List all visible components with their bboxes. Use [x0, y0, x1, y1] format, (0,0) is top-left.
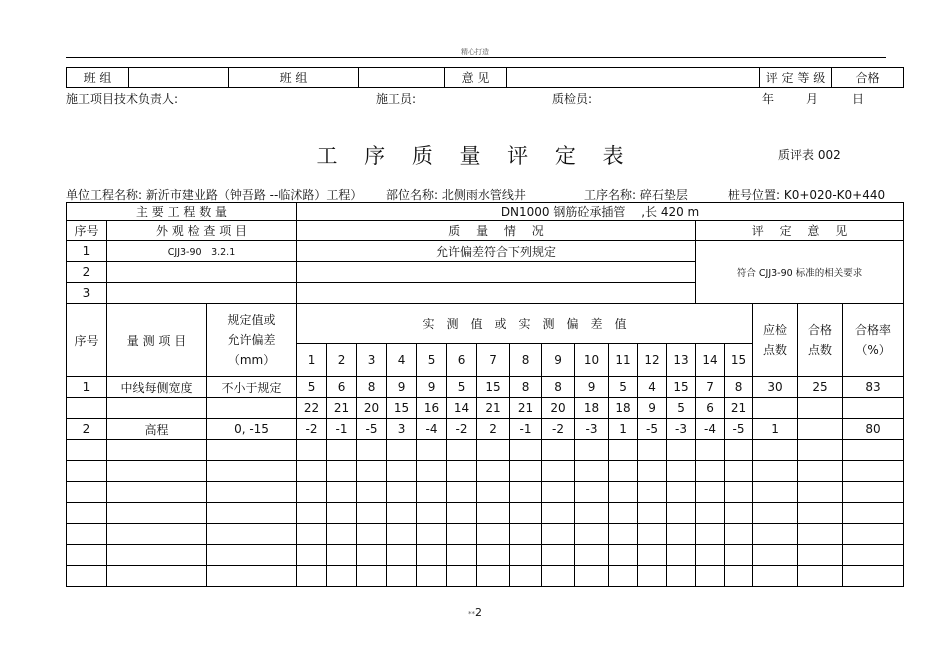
team-label-2: 班 组	[229, 68, 359, 88]
empty-cell	[447, 461, 477, 482]
empty-cell	[67, 566, 107, 587]
pass-points-header-line-2: 点数	[808, 343, 833, 357]
measured-value: 6	[696, 398, 725, 419]
empty-cell	[638, 524, 667, 545]
point-number-header: 3	[357, 344, 387, 377]
empty-row	[67, 524, 904, 545]
empty-cell	[477, 545, 510, 566]
header-note: 精心打造	[461, 48, 489, 56]
quality-header: 质 量 情 况	[297, 221, 696, 241]
empty-row	[67, 461, 904, 482]
measured-value: 7	[696, 377, 725, 398]
measured-value: 15	[667, 377, 696, 398]
empty-row	[67, 545, 904, 566]
measured-value: 5	[667, 398, 696, 419]
empty-cell	[297, 461, 327, 482]
empty-cell	[667, 440, 696, 461]
pass-rate-header-line-1: 合格率	[855, 323, 892, 337]
grade-value: 合格	[832, 68, 904, 88]
empty-cell	[477, 566, 510, 587]
empty-cell	[638, 440, 667, 461]
empty-cell	[327, 482, 357, 503]
empty-cell	[327, 566, 357, 587]
empty-cell	[387, 545, 417, 566]
spec-header	[207, 304, 297, 377]
empty-cell	[696, 545, 725, 566]
point-number-header: 12	[638, 344, 667, 377]
appearance-quality: 允许偏差符合下列规定	[297, 241, 696, 262]
point-number-header: 14	[696, 344, 725, 377]
empty-cell	[542, 440, 575, 461]
empty-cell	[725, 461, 753, 482]
empty-cell	[297, 524, 327, 545]
empty-cell	[207, 545, 297, 566]
empty-cell	[510, 545, 542, 566]
empty-cell	[67, 503, 107, 524]
empty-cell	[542, 566, 575, 587]
evaluation-header: 评 定 意 见	[696, 221, 904, 241]
empty-row	[67, 503, 904, 524]
measured-value: 14	[447, 398, 477, 419]
empty-cell	[67, 461, 107, 482]
appearance-seq: 2	[67, 262, 107, 283]
empty-cell	[575, 545, 609, 566]
empty-cell	[447, 482, 477, 503]
footer-prefix: **	[468, 610, 475, 618]
empty-cell	[477, 524, 510, 545]
measured-value: 21	[510, 398, 542, 419]
pass-points-header	[798, 304, 843, 377]
empty-cell	[753, 545, 798, 566]
empty-cell	[725, 545, 753, 566]
check-points: 30	[753, 377, 798, 398]
empty-cell	[510, 482, 542, 503]
measure-spec	[207, 398, 297, 419]
team-label-1: 班 组	[67, 68, 129, 88]
page-footer	[0, 606, 950, 619]
quality-evaluation-table	[66, 202, 904, 587]
empty-cell	[357, 524, 387, 545]
empty-cell	[107, 545, 207, 566]
empty-cell	[575, 503, 609, 524]
empty-cell	[638, 503, 667, 524]
point-number-header: 2	[327, 344, 357, 377]
measured-value: -5	[725, 419, 753, 440]
empty-cell	[542, 545, 575, 566]
measure-seq-header: 序号	[67, 304, 107, 377]
empty-cell	[798, 524, 843, 545]
empty-cell	[357, 461, 387, 482]
measured-value: -3	[575, 419, 609, 440]
empty-cell	[67, 524, 107, 545]
empty-cell	[696, 524, 725, 545]
empty-cell	[696, 461, 725, 482]
spec-header-line-2: 允许偏差	[227, 333, 276, 347]
empty-cell	[357, 440, 387, 461]
empty-cell	[609, 545, 638, 566]
empty-cell	[696, 566, 725, 587]
empty-cell	[725, 566, 753, 587]
empty-cell	[357, 545, 387, 566]
measured-value: 15	[477, 377, 510, 398]
measured-value: -4	[696, 419, 725, 440]
empty-cell	[843, 503, 904, 524]
measured-value: 20	[542, 398, 575, 419]
empty-cell	[510, 440, 542, 461]
empty-cell	[725, 524, 753, 545]
empty-cell	[107, 566, 207, 587]
measured-value: 21	[327, 398, 357, 419]
measured-value: 5	[447, 377, 477, 398]
approval-table	[66, 67, 904, 88]
empty-cell	[753, 440, 798, 461]
measure-seq	[67, 398, 107, 419]
empty-cell	[638, 566, 667, 587]
measured-values-header: 实 测 值 或 实 测 偏 差 值	[297, 304, 753, 344]
point-number-header: 13	[667, 344, 696, 377]
empty-cell	[696, 503, 725, 524]
appearance-seq: 1	[67, 241, 107, 262]
measure-row	[67, 398, 904, 419]
measured-value: 20	[357, 398, 387, 419]
measured-value: -4	[417, 419, 447, 440]
opinion-label: 意 见	[445, 68, 507, 88]
empty-cell	[798, 482, 843, 503]
measured-value: 8	[542, 377, 575, 398]
measured-value: 18	[575, 398, 609, 419]
check-points-header-line-2: 点数	[763, 343, 788, 357]
measure-item	[107, 398, 207, 419]
measured-value: 3	[387, 419, 417, 440]
empty-cell	[207, 524, 297, 545]
empty-cell	[387, 440, 417, 461]
team-value-2	[359, 68, 445, 88]
empty-cell	[207, 566, 297, 587]
empty-cell	[667, 503, 696, 524]
main-quantity-value: DN1000 钢筋砼承插管 ,长 420 m	[297, 203, 904, 221]
measured-value: -2	[447, 419, 477, 440]
empty-cell	[667, 524, 696, 545]
point-number-header: 4	[387, 344, 417, 377]
empty-cell	[447, 503, 477, 524]
empty-cell	[327, 440, 357, 461]
empty-cell	[107, 461, 207, 482]
inspector-signature: 质检员:	[552, 92, 593, 106]
empty-cell	[575, 524, 609, 545]
empty-cell	[609, 503, 638, 524]
form-number: 质评表 002	[778, 148, 841, 162]
empty-cell	[327, 545, 357, 566]
point-number-header: 7	[477, 344, 510, 377]
appearance-header: 外 观 检 查 项 目	[107, 221, 297, 241]
pass-rate-header	[843, 304, 904, 377]
empty-cell	[609, 461, 638, 482]
measured-value: -2	[542, 419, 575, 440]
empty-cell	[67, 545, 107, 566]
date-day: 日	[852, 92, 865, 106]
empty-row	[67, 566, 904, 587]
check-points	[753, 398, 798, 419]
measured-value: 9	[417, 377, 447, 398]
measured-value: -3	[667, 419, 696, 440]
team-value-1	[129, 68, 229, 88]
measured-value: -2	[297, 419, 327, 440]
measured-value: 22	[297, 398, 327, 419]
empty-row	[67, 440, 904, 461]
empty-cell	[667, 482, 696, 503]
measured-value: 2	[477, 419, 510, 440]
empty-cell	[447, 440, 477, 461]
empty-cell	[696, 482, 725, 503]
appearance-item: CJJ3-90 3.2.1	[107, 241, 297, 262]
appearance-quality	[297, 262, 696, 283]
pass-points-header-line-1: 合格	[808, 323, 833, 337]
measured-value: 9	[638, 398, 667, 419]
empty-cell	[387, 503, 417, 524]
measured-value: 18	[609, 398, 638, 419]
measured-value: 16	[417, 398, 447, 419]
point-number-header: 11	[609, 344, 638, 377]
date-month: 月	[806, 92, 819, 106]
empty-cell	[843, 440, 904, 461]
empty-cell	[297, 566, 327, 587]
measure-row	[67, 419, 904, 440]
empty-cell	[542, 503, 575, 524]
check-points: 1	[753, 419, 798, 440]
empty-cell	[638, 482, 667, 503]
empty-cell	[387, 524, 417, 545]
measure-item-header: 量 测 项 目	[107, 304, 207, 377]
measured-value: 5	[297, 377, 327, 398]
spec-header-line-1: 规定值或	[227, 313, 276, 327]
empty-cell	[447, 545, 477, 566]
pass-points	[798, 419, 843, 440]
empty-cell	[417, 440, 447, 461]
measured-value: 8	[725, 377, 753, 398]
empty-row	[67, 482, 904, 503]
measure-spec: 不小于规定	[207, 377, 297, 398]
empty-cell	[477, 461, 510, 482]
appearance-seq: 3	[67, 283, 107, 304]
measured-value: 4	[638, 377, 667, 398]
empty-cell	[417, 503, 447, 524]
empty-cell	[67, 440, 107, 461]
empty-cell	[798, 461, 843, 482]
measured-value: -5	[357, 419, 387, 440]
measured-value: 9	[387, 377, 417, 398]
measure-item: 高程	[107, 419, 207, 440]
page-number: 2	[475, 606, 482, 619]
pass-points: 25	[798, 377, 843, 398]
empty-cell	[387, 566, 417, 587]
measured-value: 8	[357, 377, 387, 398]
point-number-header: 9	[542, 344, 575, 377]
empty-cell	[447, 566, 477, 587]
empty-cell	[798, 440, 843, 461]
point-number-header: 10	[575, 344, 609, 377]
measured-value: 6	[327, 377, 357, 398]
empty-cell	[843, 566, 904, 587]
empty-cell	[843, 545, 904, 566]
empty-cell	[843, 461, 904, 482]
process-name: 工序名称: 碎石垫层	[584, 188, 688, 202]
measured-value: 15	[387, 398, 417, 419]
point-number-header: 8	[510, 344, 542, 377]
empty-cell	[798, 545, 843, 566]
measured-value: -1	[510, 419, 542, 440]
empty-cell	[417, 545, 447, 566]
empty-cell	[753, 482, 798, 503]
empty-cell	[207, 440, 297, 461]
constructor-signature: 施工员:	[376, 92, 417, 106]
check-points-header	[753, 304, 798, 377]
empty-cell	[387, 461, 417, 482]
measured-value: 21	[725, 398, 753, 419]
measured-value: -5	[638, 419, 667, 440]
empty-cell	[207, 461, 297, 482]
empty-cell	[542, 482, 575, 503]
empty-cell	[447, 524, 477, 545]
empty-cell	[667, 545, 696, 566]
tech-lead-signature: 施工项目技术负责人:	[66, 92, 179, 106]
empty-cell	[725, 440, 753, 461]
point-number-header: 6	[447, 344, 477, 377]
empty-cell	[667, 566, 696, 587]
empty-cell	[417, 482, 447, 503]
empty-cell	[609, 566, 638, 587]
point-number-header: 15	[725, 344, 753, 377]
header-rule	[66, 57, 886, 58]
measure-item: 中线每侧宽度	[107, 377, 207, 398]
empty-cell	[107, 503, 207, 524]
empty-cell	[575, 566, 609, 587]
empty-cell	[477, 440, 510, 461]
empty-cell	[725, 503, 753, 524]
empty-cell	[327, 503, 357, 524]
empty-cell	[327, 461, 357, 482]
empty-cell	[542, 524, 575, 545]
empty-cell	[638, 461, 667, 482]
appearance-item	[107, 262, 297, 283]
appearance-item	[107, 283, 297, 304]
empty-cell	[297, 503, 327, 524]
empty-cell	[297, 440, 327, 461]
empty-cell	[207, 482, 297, 503]
pass-rate	[843, 398, 904, 419]
spec-header-line-3: （mm）	[227, 353, 276, 367]
point-number-header: 5	[417, 344, 447, 377]
empty-cell	[696, 440, 725, 461]
empty-cell	[297, 545, 327, 566]
empty-cell	[667, 461, 696, 482]
measured-value: 21	[477, 398, 510, 419]
opinion-value	[507, 68, 760, 88]
pass-rate-header-line-2: （%）	[855, 343, 891, 357]
main-quantity-label: 主 要 工 程 数 量	[67, 203, 297, 221]
measured-value: 8	[510, 377, 542, 398]
empty-cell	[327, 524, 357, 545]
evaluation-text: 符合 CJJ3-90 标准的相关要求	[696, 241, 904, 304]
empty-cell	[609, 482, 638, 503]
empty-cell	[357, 566, 387, 587]
empty-cell	[798, 566, 843, 587]
empty-cell	[753, 503, 798, 524]
station-position: 桩号位置: K0+020-K0+440	[728, 188, 886, 202]
empty-cell	[753, 566, 798, 587]
empty-cell	[207, 503, 297, 524]
measure-seq: 2	[67, 419, 107, 440]
point-number-header: 1	[297, 344, 327, 377]
empty-cell	[798, 503, 843, 524]
empty-cell	[638, 545, 667, 566]
empty-cell	[575, 440, 609, 461]
pass-points	[798, 398, 843, 419]
empty-cell	[753, 524, 798, 545]
unit-project-name: 单位工程名称: 新沂市建业路（钟吾路 --临沭路）工程）	[66, 188, 363, 202]
empty-cell	[725, 482, 753, 503]
pass-rate: 83	[843, 377, 904, 398]
check-points-header-line-1: 应检	[763, 323, 788, 337]
empty-cell	[107, 524, 207, 545]
measured-value: 1	[609, 419, 638, 440]
empty-cell	[575, 461, 609, 482]
empty-cell	[510, 566, 542, 587]
pass-rate: 80	[843, 419, 904, 440]
measured-value: -1	[327, 419, 357, 440]
empty-cell	[297, 482, 327, 503]
measure-seq: 1	[67, 377, 107, 398]
empty-cell	[510, 503, 542, 524]
empty-cell	[510, 461, 542, 482]
empty-cell	[107, 482, 207, 503]
page-title: 工 序 质 量 评 定 表	[316, 144, 634, 168]
empty-cell	[477, 503, 510, 524]
seq-header: 序号	[67, 221, 107, 241]
measure-spec: 0, -15	[207, 419, 297, 440]
empty-cell	[542, 461, 575, 482]
empty-cell	[107, 440, 207, 461]
empty-cell	[357, 503, 387, 524]
empty-cell	[609, 524, 638, 545]
empty-cell	[609, 440, 638, 461]
empty-cell	[753, 461, 798, 482]
empty-cell	[510, 524, 542, 545]
measured-value: 5	[609, 377, 638, 398]
date-year: 年	[762, 92, 775, 106]
empty-cell	[843, 524, 904, 545]
empty-cell	[357, 482, 387, 503]
appearance-quality	[297, 283, 696, 304]
empty-cell	[843, 482, 904, 503]
empty-cell	[575, 482, 609, 503]
measure-row	[67, 377, 904, 398]
grade-label: 评 定 等 级	[760, 68, 832, 88]
empty-cell	[67, 482, 107, 503]
part-name: 部位名称: 北侧雨水管线井	[386, 188, 526, 202]
empty-cell	[477, 482, 510, 503]
empty-cell	[417, 566, 447, 587]
empty-cell	[417, 524, 447, 545]
empty-cell	[417, 461, 447, 482]
measured-value: 9	[575, 377, 609, 398]
empty-cell	[387, 482, 417, 503]
